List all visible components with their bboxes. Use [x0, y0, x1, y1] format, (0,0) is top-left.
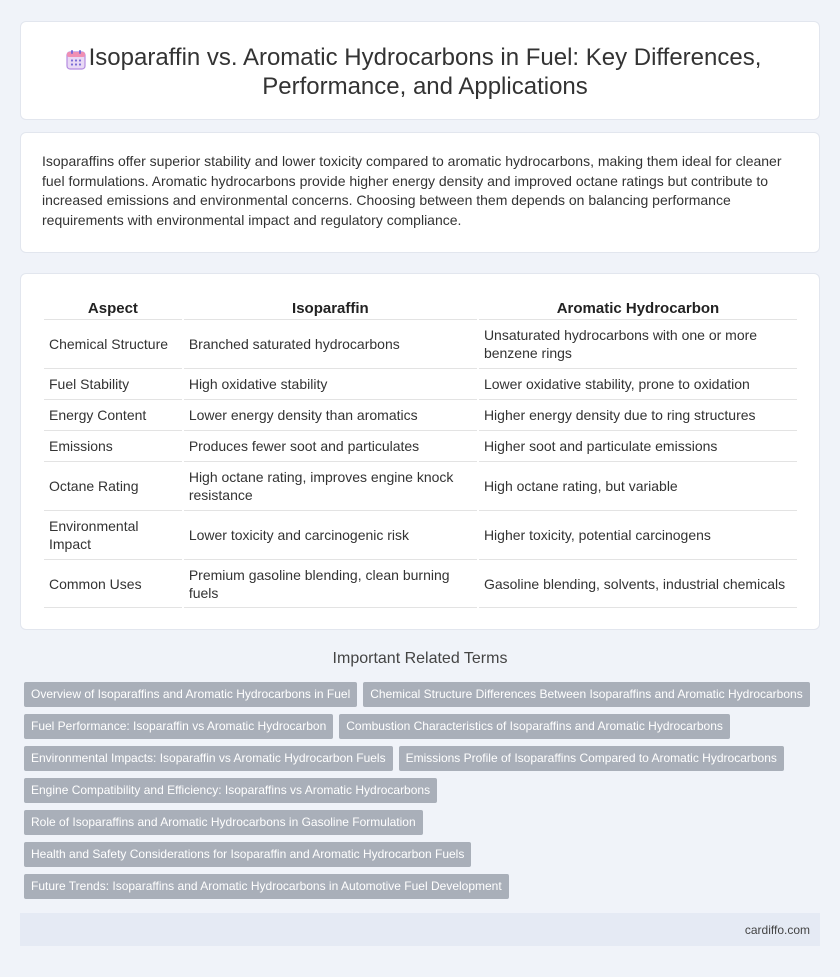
cell-aromatic: High octane rating, but variable: [479, 461, 797, 510]
cell-aromatic: Lower oxidative stability, prone to oxidation: [479, 368, 797, 399]
cell-aromatic: Gasoline blending, solvents, industrial chemicals: [479, 559, 797, 608]
comparison-table: [42, 297, 799, 608]
cell-isoparaffin: Branched saturated hydrocarbons: [184, 319, 477, 368]
related-term-tag[interactable]: Fuel Performance: Isoparaffin vs Aromatic Hydrocarbon: [24, 714, 333, 739]
header-isoparaffin: Isoparaffin: [292, 299, 369, 317]
page-title: Isoparaffin vs. Aromatic Hydrocarbons in Fuel: Key Differences, Performance, and Applications: [88, 44, 762, 100]
cell-isoparaffin: Produces fewer soot and particulates: [184, 430, 477, 461]
cell-aspect: Common Uses: [44, 559, 182, 608]
intro-card: [20, 132, 820, 253]
cell-aspect: Octane Rating: [44, 461, 182, 510]
table-row: [44, 559, 797, 608]
related-term-tag[interactable]: Engine Compatibility and Efficiency: Isoparaffins vs Aromatic Hydrocarbons: [24, 778, 437, 803]
table-row: [44, 510, 797, 559]
cell-aromatic: Higher energy density due to ring structures: [479, 399, 797, 430]
intro-paragraph: Isoparaffins offer superior stability and lower toxicity compared to aromatic hydrocarbons, making them ideal for cleaner fuel formulations. Aromatic hydrocarbons provide higher energy density and improved octane ratings but contribute to increased emissions and environmental concerns. Choosing between them depends on balancing performance requirements with environmental impact and regulatory compliance.: [42, 153, 782, 228]
cell-isoparaffin: High oxidative stability: [184, 368, 477, 399]
cell-aspect: Emissions: [44, 430, 182, 461]
related-term-tag[interactable]: Chemical Structure Differences Between Isoparaffins and Aromatic Hydrocarbons: [363, 682, 809, 707]
cell-aspect: Energy Content: [44, 399, 182, 430]
cell-aromatic: Higher toxicity, potential carcinogens: [479, 510, 797, 559]
cell-aspect: Chemical Structure: [44, 319, 182, 368]
table-row: [44, 399, 797, 430]
related-term-tag[interactable]: Combustion Characteristics of Isoparaffins and Aromatic Hydrocarbons: [339, 714, 730, 739]
header-aspect: Aspect: [87, 299, 138, 317]
related-term-tag[interactable]: Environmental Impacts: Isoparaffin vs Aromatic Hydrocarbon Fuels: [24, 746, 393, 771]
comparison-table-card: [20, 273, 820, 630]
related-term-tag[interactable]: Emissions Profile of Isoparaffins Compared to Aromatic Hydrocarbons: [399, 746, 784, 771]
related-terms-list: [24, 682, 820, 906]
related-term-tag[interactable]: Overview of Isoparaffins and Aromatic Hydrocarbons in Fuel: [24, 682, 357, 707]
table-header-row: [44, 297, 797, 319]
cell-isoparaffin: Premium gasoline blending, clean burning fuels: [184, 559, 477, 608]
footer: [20, 913, 820, 946]
cell-aspect: Fuel Stability: [44, 368, 182, 399]
related-term-tag[interactable]: Role of Isoparaffins and Aromatic Hydrocarbons in Gasoline Formulation: [24, 810, 423, 835]
table-row: [44, 319, 797, 368]
related-term-tag[interactable]: Health and Safety Considerations for Isoparaffin and Aromatic Hydrocarbon Fuels: [24, 842, 471, 867]
table-row: [44, 430, 797, 461]
title-card: [20, 21, 820, 120]
related-term-tag[interactable]: Future Trends: Isoparaffins and Aromatic Hydrocarbons in Automotive Fuel Development: [24, 874, 509, 899]
cell-aspect: Environmental Impact: [44, 510, 182, 559]
cell-isoparaffin: High octane rating, improves engine knock resistance: [184, 461, 477, 510]
cell-aromatic: Higher soot and particulate emissions: [479, 430, 797, 461]
cell-isoparaffin: Lower toxicity and carcinogenic risk: [184, 510, 477, 559]
cell-aromatic: Unsaturated hydrocarbons with one or more benzene rings: [479, 319, 797, 368]
table-row: [44, 368, 797, 399]
header-aromatic: Aromatic Hydrocarbon: [556, 299, 720, 317]
table-row: [44, 461, 797, 510]
footer-site-link[interactable]: cardiffo.com: [744, 923, 810, 937]
related-terms-heading: Important Related Terms: [332, 650, 508, 667]
cell-isoparaffin: Lower energy density than aromatics: [184, 399, 477, 430]
